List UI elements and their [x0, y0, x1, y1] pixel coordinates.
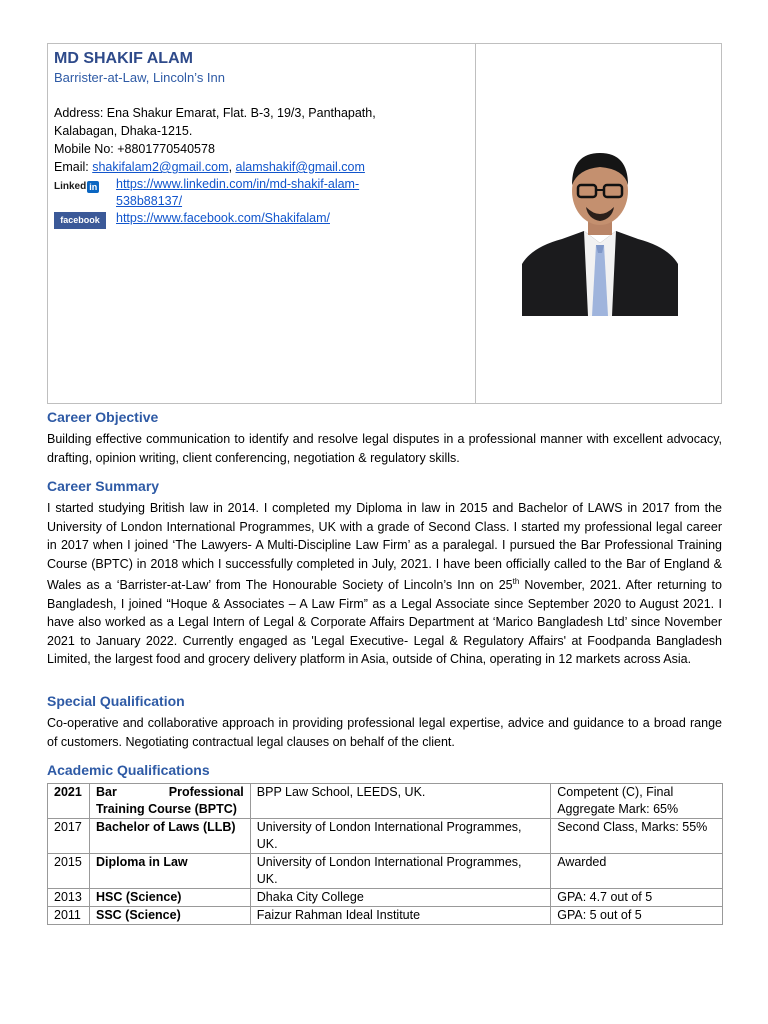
- email-link-2[interactable]: alamshakif@gmail.com: [235, 160, 365, 174]
- result-cell: GPA: 4.7 out of 5: [551, 889, 723, 907]
- degree-cell: HSC (Science): [89, 889, 250, 907]
- year-cell: 2015: [48, 854, 90, 889]
- profile-photo-illustration: [522, 139, 678, 316]
- degree-cell: Diploma in Law: [89, 854, 250, 889]
- special-qualification-text: Co-operative and collaborative approach in providing professional legal expertise, advice and guidance to a broad range of customers. Negotiating contractual legal clauses on behalf of the client.: [47, 716, 722, 749]
- facebook-link[interactable]: https://www.facebook.com/Shakifalam/: [116, 211, 330, 225]
- degree-cell: Bachelor of Laws (LLB): [89, 819, 250, 854]
- career-summary-text-part-2: November, 2021. After returning to Bangladesh, I joined “Hoque & Associates – A Law Firm” as a Legal Associate since September 2020 to August 2021. I have also worked as a Legal Intern of Legal & Corporate Affairs Department at ‘Marico Bangladesh Ltd’ since November 2021 to January 2022. Currently engaged as 'Legal Executive- Legal & Regulatory Affairs' at Foodpanda Bangladesh Limited, the largest food and grocery delivery platform in Asia, outside of China, operating in 12 markets across Asia.: [47, 578, 722, 667]
- institution-cell: BPP Law School, LEEDS, UK.: [250, 784, 550, 819]
- career-objective-text: Building effective communication to identify and resolve legal disputes in a professional manner with excellent advocacy, drafting, opinion writing, client conferencing, negotiation & regulatory skills.: [47, 432, 722, 465]
- linkedin-icon: [54, 178, 106, 195]
- linkedin-link[interactable]: [116, 176, 359, 210]
- career-objective-heading: Career Objective: [47, 409, 159, 425]
- linkedin-badge-in: in: [89, 181, 98, 192]
- linkedin-row: [54, 176, 475, 210]
- year-cell: 2011: [48, 907, 90, 925]
- year-cell: 2013: [48, 889, 90, 907]
- career-summary-text: [47, 499, 722, 669]
- institution-cell: University of London International Programmes, UK.: [250, 854, 550, 889]
- result-cell: Competent (C), Final Aggregate Mark: 65%: [551, 784, 723, 819]
- result-cell: GPA: 5 out of 5: [551, 907, 723, 925]
- degree-cell: Bar Professional Training Course (BPTC): [89, 784, 250, 819]
- contact-details: [54, 104, 475, 229]
- table-row: [48, 889, 723, 907]
- linkedin-url-line-1: https://www.linkedin.com/in/md-shakif-alam-: [116, 177, 360, 191]
- year-cell: 2021: [48, 784, 90, 819]
- institution-cell: Dhaka City College: [250, 889, 550, 907]
- table-row: [48, 907, 723, 925]
- facebook-icon: facebook: [54, 212, 106, 229]
- career-summary-superscript: th: [512, 577, 520, 586]
- institution-cell: Faizur Rahman Ideal Institute: [250, 907, 550, 925]
- facebook-row: [54, 210, 475, 229]
- degree-cell: SSC (Science): [89, 907, 250, 925]
- candidate-title: Barrister-at-Law, Lincoln’s Inn: [54, 70, 226, 85]
- career-summary-text-part-1: I started studying British law in 2014. I completed my Diploma in law in 2015 and Bachelor of LAWS in 2017 from the University of London International Programmes, UK with a grade of Second Class. I started my professional legal career in 2017 when I joined ‘The Lawyers- A Multi-Discipline Law Firm’ as a paralegal. I pursued the Bar Professional Training Course (BPTC) in 2018 which I successfully completed in July, 2021. I have been officially called to the Bar of England & Wales as a ‘Barrister-at-Law’ from The Honourable Society of Lincoln’s Inn on 25: [47, 501, 722, 593]
- email-link-1[interactable]: shakifalam2@gmail.com: [92, 160, 229, 174]
- address-line-2: Kalabagan, Dhaka-1215.: [54, 124, 193, 138]
- result-cell: Second Class, Marks: 55%: [551, 819, 723, 854]
- linkedin-badge-text: Linked: [54, 181, 87, 192]
- header-box: [47, 43, 722, 404]
- result-cell: Awarded: [551, 854, 723, 889]
- email-label: Email:: [54, 160, 93, 174]
- profile-photo: [522, 139, 678, 316]
- address-line-1: Address: Ena Shakur Emarat, Flat. B-3, 19/3, Panthapath,: [54, 106, 376, 120]
- institution-cell: University of London International Programmes, UK.: [250, 819, 550, 854]
- mobile-number: Mobile No: +8801770540578: [54, 142, 215, 156]
- career-summary-heading: Career Summary: [47, 478, 160, 494]
- academic-table-body: [48, 784, 723, 925]
- table-row: [48, 819, 723, 854]
- academic-table: [47, 783, 723, 925]
- contact-panel: [48, 44, 476, 403]
- year-cell: 2017: [48, 819, 90, 854]
- table-row: [48, 784, 723, 819]
- special-qualification-heading: Special Qualification: [47, 693, 185, 709]
- email-separator: ,: [228, 160, 236, 174]
- email-line: [54, 158, 475, 176]
- linkedin-url-line-2: 538b88137/: [116, 194, 183, 208]
- table-row: [48, 854, 723, 889]
- academic-qualifications-heading: Academic Qualifications: [47, 762, 210, 778]
- candidate-name: MD SHAKIF ALAM: [54, 50, 193, 67]
